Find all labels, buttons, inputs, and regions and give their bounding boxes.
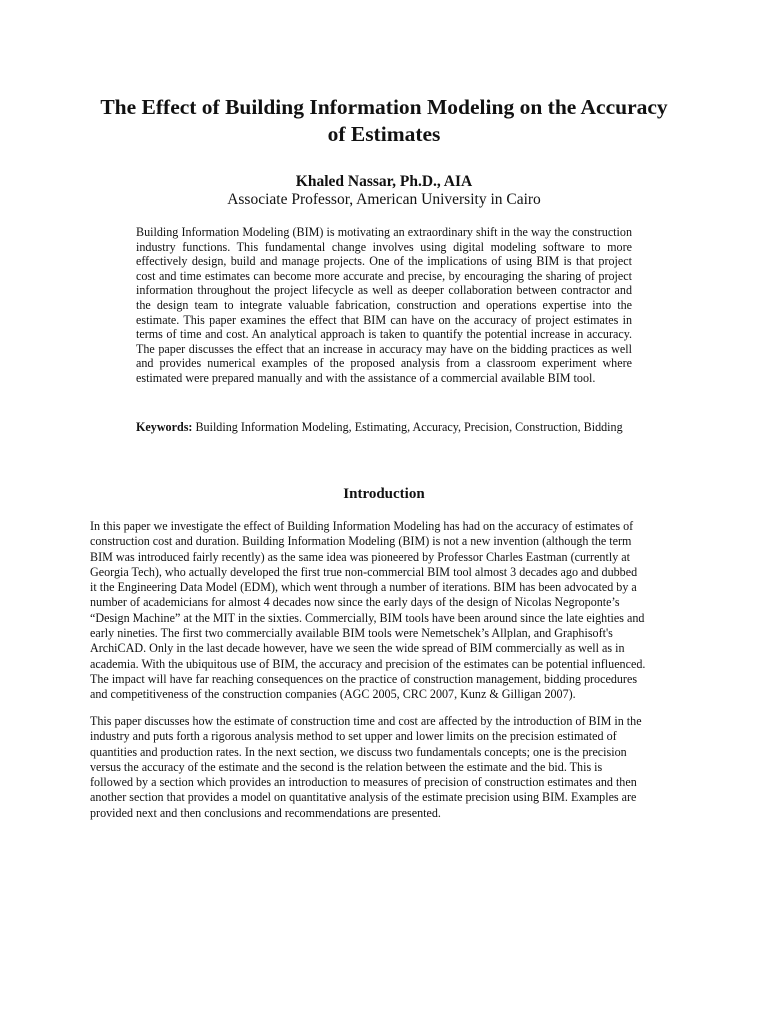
author-affiliation: Associate Professor, American University in Cairo (227, 191, 541, 208)
keywords-list: Building Information Modeling, Estimating, Accuracy, Precision, Construction, Bidding (195, 420, 623, 434)
abstract-text: Building Information Modeling (BIM) is motivating an extraordinary shift in the way the construction industry functions. This fundamental change involves using digital modeling software to more effectively design, build and manage projects. One of the implications of using BIM is that project cost and time estimates can become more accurate and precise, by encouraging the sharing of project information throughout the project lifecycle as well as deeper collaboration between contractor and the design team to integrate valuable fabrication, construction and operations expertise into the estimate. This paper examines the effect that BIM can have on the accuracy of project estimates in terms of time and cost. An analytical approach is taken to quantify the potential increase in accuracy. The paper discusses the effect that an increase in accuracy may have on the bidding practices as well and provides numerical examples of the proposed analysis from a classroom experiment where estimated were prepared manually and with the assistance of a commercial available BIM tool. (136, 225, 632, 385)
paper-title: The Effect of Building Information Modeling on the Accuracy of Estimates (100, 95, 668, 146)
body-paragraph: In this paper we investigate the effect of Building Information Modeling has had on the accuracy of estimates of construction cost and duration. Building Information Modeling (BIM) is not a new invention (although the term BIM was introduced fairly recently) as the same idea was pioneered by Professor Charles Eastman (currently at Georgia Tech), who actually developed the first true non-commercial BIM tool almost 3 decades ago and dubbed it the Engineering Data Model (EDM), which went through a number of iterations. BIM has been advocated by a number of academicians for almost 4 decades now since the early days of the design of Nicolas Negroponte’s “Design Machine” at the MIT in the sixties. Commercially, BIM tools have been around since the late eighties and early nineties. The first two commercially available BIM tools were Nemetschek’s Allplan, and Graphisoft's ArchiCAD. Only in the last decade however, have we seen the wide spread of BIM commercially as well as in academia. With the ubiquitous use of BIM, the accuracy and precision of the estimates can be potential influenced. The impact will have far reaching consequences on the practice of construction management, bidding procedures and competitiveness of the construction companies (AGC 2005, CRC 2007, Kunz & Gilligan 2007). (90, 519, 646, 702)
author-name: Khaled Nassar, Ph.D., AIA (295, 173, 473, 190)
section-heading-introduction: Introduction (343, 486, 425, 502)
keywords-block (136, 420, 632, 435)
body-paragraph: This paper discusses how the estimate of construction time and cost are affected by the introduction of BIM in the industry and puts forth a rigorous analysis method to set upper and lower limits on the precision estimated of quantities and production rates. In the next section, we discuss two fundamentals concepts; one is the precision versus the accuracy of the estimate and the second is the relation between the estimate and the bid. This is followed by a section which provides an introduction to measures of precision of construction estimates and then another section that provides a model on quantitative analysis of the estimate precision using BIM. Examples are provided next and then conclusions and recommendations are presented. (90, 714, 642, 820)
keywords-label: Keywords: (136, 420, 193, 434)
